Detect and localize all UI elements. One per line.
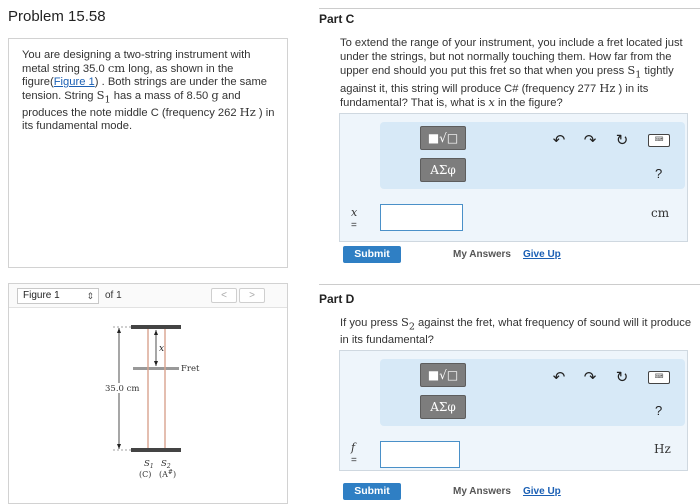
part-c-question [340,37,690,111]
problem-text-segment: has a mass of 8.50 [110,90,212,102]
question-segment: To extend the range of your instrument, you include a fret located just under the strings, but not normally touching them. How far from the upper end should you put this fret so that when you press [340,37,683,77]
length-arrow-down [117,444,121,449]
unit-cm: cm [107,61,126,75]
problem-text-segment: and produces the note middle C (frequency 262 [22,90,241,120]
symbols-button[interactable]: AΣφ [420,395,466,419]
unit-label: Hz [654,442,671,456]
c-note-label: (C) [139,470,152,479]
question-segment: tightly against it, this string will produce C# (frequency 277 [340,65,674,95]
redo-icon[interactable]: ↷ [583,132,597,149]
part-d-submit-button[interactable]: Submit [343,483,401,500]
chevron-updown-icon: ⇕ [86,291,94,301]
problem-text-segment: ) . Both strings are under the same tension. String [22,76,268,102]
unit-label: cm [651,206,670,220]
help-icon[interactable]: ? [655,166,663,181]
fret-label: Fret [181,364,200,374]
keyboard-icon[interactable]: ⌨ [648,134,670,147]
a-note-close: ) [172,470,177,479]
s2-figure-subscript: 2 [166,463,171,470]
problem-text-segment: long, as shown in the figure( [22,63,234,88]
x-arrow-down [154,361,158,366]
part-d-give-up-link[interactable]: Give Up [523,486,561,497]
answer-input-x[interactable] [380,204,463,231]
top-bar [131,325,181,329]
problem-text [22,49,280,133]
a-note-sharp: # [167,469,173,476]
x-label: x [159,344,165,354]
string-s1-symbol [627,63,642,81]
question-segment: If you press [340,317,401,329]
templates-button[interactable]: ■√□ [420,126,466,150]
instrument-figure [9,309,287,504]
fret [133,367,179,370]
unit-hz: Hz [599,80,616,95]
part-c-divider [319,8,700,9]
a-sharp-note-label [159,469,176,479]
length-arrow-up [117,328,121,333]
s1-letter: S [96,88,105,102]
s2-figure-letter: S [161,459,167,469]
unit-g: g [211,88,219,102]
s1-subscript: 1 [635,69,642,81]
undo-icon[interactable]: ↶ [552,369,566,386]
left-column [0,0,302,504]
figure-panel [8,283,288,504]
bottom-bar [131,448,181,452]
equals-sign: = [351,455,357,466]
part-c-answer-area [339,113,688,242]
part-c-submit-button[interactable]: Submit [343,246,401,263]
part-d-divider [319,284,700,285]
length-label: 35.0 cm [105,384,140,394]
templates-button[interactable]: ■√□ [420,363,466,387]
unit-hz: Hz [239,105,256,120]
math-toolbar [380,359,685,426]
redo-icon[interactable]: ↷ [583,369,597,386]
part-c-give-up-link[interactable]: Give Up [523,249,561,260]
figure-count: of 1 [105,290,122,301]
equals-sign: = [351,220,357,231]
help-icon[interactable]: ? [655,403,663,418]
problem-title: Problem 15.58 [8,8,106,25]
variable-label: x [351,206,358,219]
figure-toolbar [9,284,287,308]
next-figure-button[interactable]: > [239,288,265,303]
figure-select[interactable] [17,288,99,304]
part-d-my-answers-link[interactable]: My Answers [453,486,511,497]
s1-figure-letter: S [144,459,150,469]
variable-x: x [488,95,495,110]
x-arrow-up [154,330,158,335]
s1-letter: S [627,63,636,77]
question-segment: ) in its fundamental? That is, what is [340,82,649,110]
reset-icon[interactable]: ↻ [615,369,629,386]
part-d-title: Part D [319,292,355,306]
part-d-answer-area [339,350,688,471]
undo-icon[interactable]: ↶ [552,132,566,149]
part-d-question [340,316,695,347]
symbols-button[interactable]: AΣφ [420,158,466,182]
variable-label: f [351,441,356,454]
part-c-title: Part C [319,12,355,26]
problem-text-segment: ) in its fundamental mode. [22,107,275,133]
figure-select-value: Figure 1 [23,290,60,301]
a-note-letter: (A [159,470,168,479]
string-s1-symbol [96,88,111,106]
figure-link[interactable]: Figure 1 [53,76,95,88]
s1-figure-label [144,459,154,470]
s1-figure-subscript: 1 [149,463,154,470]
s2-subscript: 2 [408,321,415,333]
string-s2-symbol [400,315,415,333]
question-segment: against the fret, what frequency of sound will it produce in its fundamental? [340,317,692,346]
question-segment: in the figure? [494,97,563,110]
math-toolbar [380,122,685,189]
s2-letter: S [400,315,409,329]
prev-figure-button[interactable]: < [211,288,237,303]
answer-input-f[interactable] [380,441,460,468]
reset-icon[interactable]: ↻ [615,132,629,149]
part-c-my-answers-link[interactable]: My Answers [453,249,511,260]
problem-statement-box [8,38,288,268]
s1-subscript: 1 [104,94,111,106]
problem-text-segment: You are designing a two-string instrument with metal string 35.0 [22,49,251,75]
keyboard-icon[interactable]: ⌨ [648,371,670,384]
